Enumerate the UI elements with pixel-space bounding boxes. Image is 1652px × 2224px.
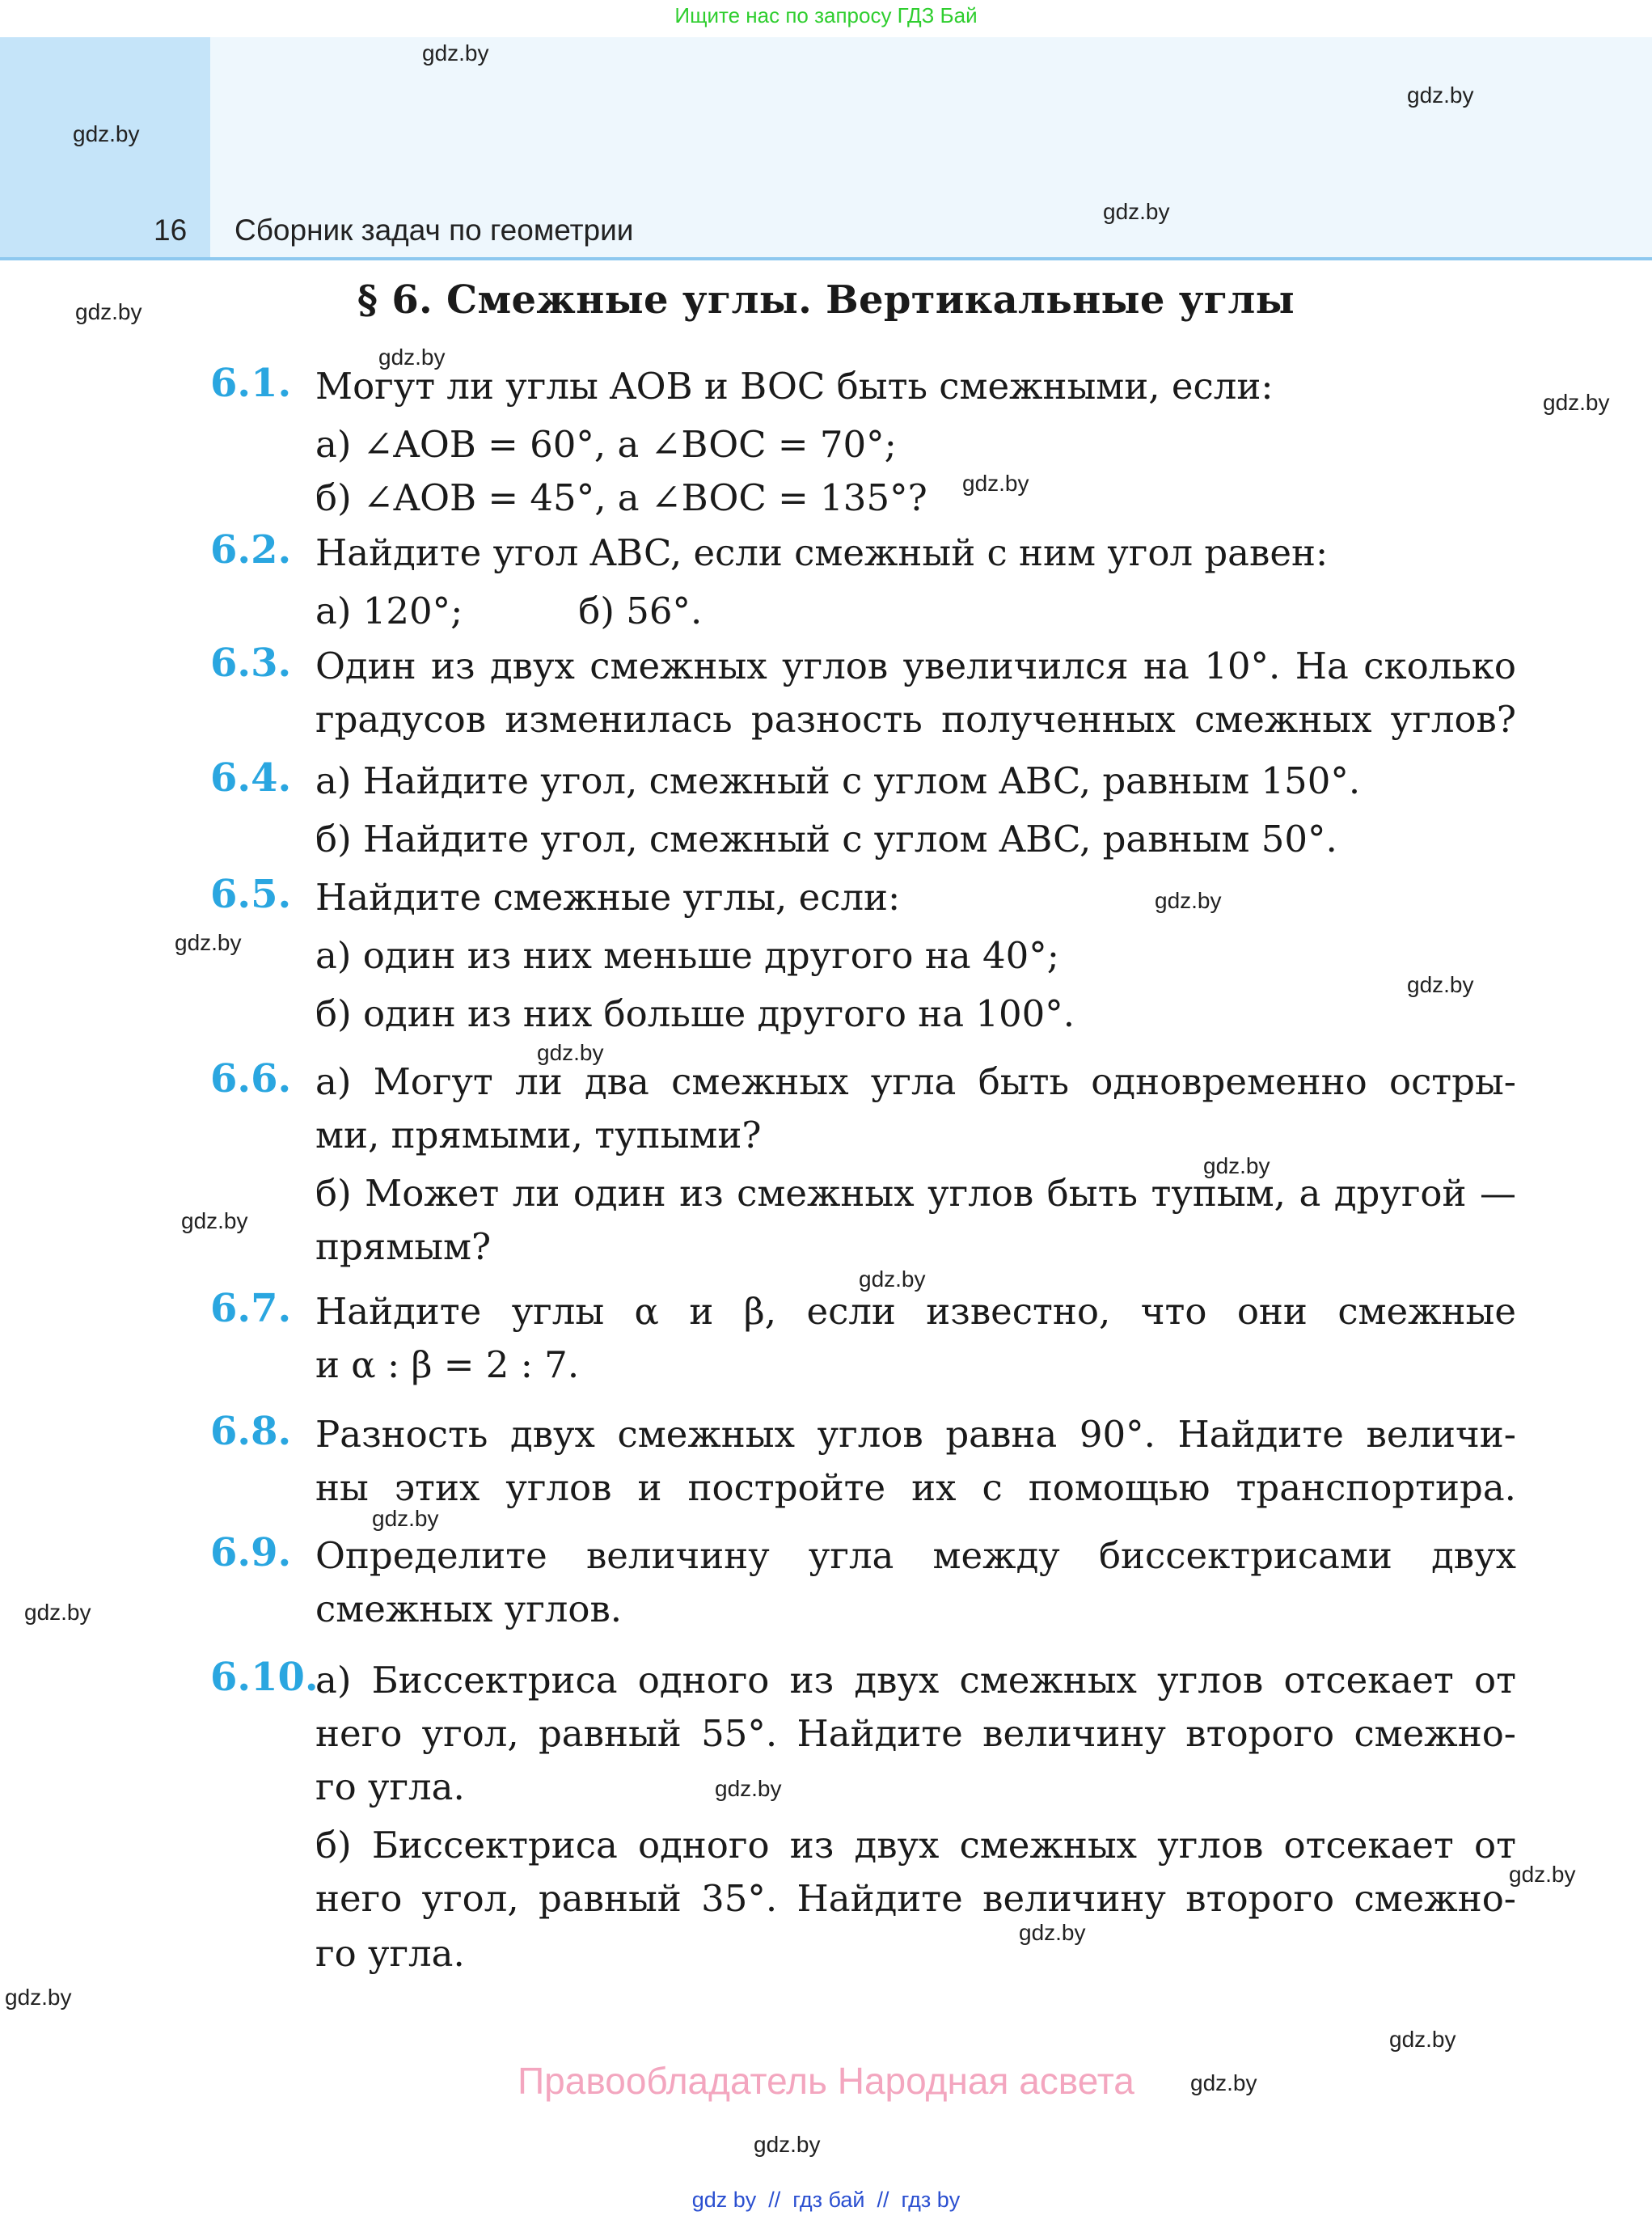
watermark: gdz.by	[73, 121, 140, 146]
watermark: gdz.by	[75, 299, 142, 324]
watermark: gdz.by	[5, 1985, 72, 2010]
watermark: gdz.by	[1155, 888, 1222, 913]
problem-text-line: а) один из них меньше другого на 40°;	[315, 934, 1059, 977]
problem-text-line: него угол, равный 35°. Найдите величину второго смежно-	[315, 1877, 1516, 1920]
watermark: gdz.by	[422, 40, 489, 66]
problem-text-line: Определите величину угла между биссектрисами двух	[315, 1534, 1516, 1577]
problem-text-line: прямым?	[315, 1225, 492, 1268]
problem-text-line: Найдите углы α и β, если известно, что они смежные	[315, 1290, 1516, 1333]
watermark: gdz.by	[1389, 2027, 1456, 2052]
footer-links[interactable]: gdz by // гдз бай // гдз by	[691, 2188, 961, 2212]
watermark: gdz.by	[378, 345, 446, 370]
watermark: gdz.by	[1019, 1920, 1086, 1945]
problem-text-line: а) ∠AOB = 60°, а ∠BOC = 70°;	[315, 423, 897, 466]
watermark: gdz.by	[1543, 390, 1610, 415]
problem-text-line: него угол, равный 55°. Найдите величину второго смежно-	[315, 1712, 1516, 1755]
problem-number: 6.2.	[210, 527, 292, 573]
watermark: gdz.by	[1203, 1153, 1270, 1178]
problem-text-line: б) Найдите угол, смежный с углом ABC, равным 50°.	[315, 818, 1337, 860]
watermark: gdz.by	[1407, 82, 1474, 108]
copyright-notice: Правообладатель Народная асвета	[518, 2060, 1134, 2102]
problem-text-line: смежных углов.	[315, 1588, 623, 1630]
problem-text-line: Найдите смежные углы, если:	[315, 876, 901, 919]
problem-text-line: и α : β = 2 : 7.	[315, 1343, 580, 1386]
watermark: gdz.by	[962, 471, 1029, 496]
section-title: § 6. Смежные углы. Вертикальные углы	[357, 277, 1295, 323]
watermark: gdz.by	[1407, 972, 1474, 997]
problem-text-line: го угла.	[315, 1932, 465, 1975]
header-divider	[0, 257, 1652, 260]
watermark: gdz.by	[715, 1776, 782, 1801]
problem-text-line: го угла.	[315, 1765, 465, 1808]
problem-number: 6.10.	[210, 1655, 319, 1700]
watermark: gdz.by	[175, 930, 242, 955]
problem-text-line: б) один из них больше другого на 100°.	[315, 992, 1075, 1035]
problem-text-line: б) ∠AOB = 45°, а ∠BOC = 135°?	[315, 476, 927, 519]
watermark: gdz.by	[754, 2132, 821, 2157]
problem-text-line: а) 120°; б) 56°.	[315, 590, 703, 632]
problem-text-line: Могут ли углы AOB и BOC быть смежными, если:	[315, 365, 1274, 408]
problem-text-line: а) Могут ли два смежных угла быть одновременно остры-	[315, 1060, 1516, 1103]
watermark: gdz.by	[24, 1600, 91, 1625]
watermark: gdz.by	[181, 1208, 248, 1233]
problem-text-line: ми, прямыми, тупыми?	[315, 1114, 762, 1156]
top-search-banner: Ищите нас по запросу ГДЗ Бай	[674, 3, 978, 27]
problem-text-line: б) Может ли один из смежных углов быть тупым, а другой —	[315, 1172, 1516, 1215]
problem-number: 6.1.	[210, 361, 292, 406]
watermark: gdz.by	[537, 1040, 604, 1065]
problem-text-line: Найдите угол ABC, если смежный с ним угол равен:	[315, 531, 1329, 574]
watermark: gdz.by	[1509, 1862, 1576, 1887]
page-number: 16	[154, 214, 188, 247]
watermark: gdz.by	[372, 1506, 439, 1531]
problem-number: 6.3.	[210, 641, 292, 686]
problem-number: 6.8.	[210, 1409, 292, 1454]
problem-text-line: а) Найдите угол, смежный с углом ABC, равным 150°.	[315, 759, 1361, 802]
problem-text-line: ны этих углов и постройте их с помощью транспортира.	[315, 1466, 1516, 1509]
problem-number: 6.7.	[210, 1286, 292, 1331]
problem-text-line: градусов изменилась разность полученных смежных углов?	[315, 698, 1516, 741]
problem-number: 6.6.	[210, 1056, 292, 1101]
problem-text-line: б) Биссектриса одного из двух смежных углов отсекает от	[315, 1824, 1516, 1867]
problem-number: 6.4.	[210, 755, 292, 801]
problem-text-line: Один из двух смежных углов увеличился на 10°. На сколько	[315, 645, 1516, 687]
watermark: gdz.by	[1103, 199, 1170, 224]
book-title: Сборник задач по геометрии	[234, 214, 634, 247]
problem-text-line: а) Биссектриса одного из двух смежных углов отсекает от	[315, 1659, 1516, 1702]
watermark: gdz.by	[859, 1266, 926, 1292]
problem-number: 6.5.	[210, 872, 292, 917]
problem-text-line: Разность двух смежных углов равна 90°. Найдите величи-	[315, 1413, 1516, 1456]
problem-number: 6.9.	[210, 1530, 292, 1575]
watermark: gdz.by	[1190, 2070, 1257, 2095]
